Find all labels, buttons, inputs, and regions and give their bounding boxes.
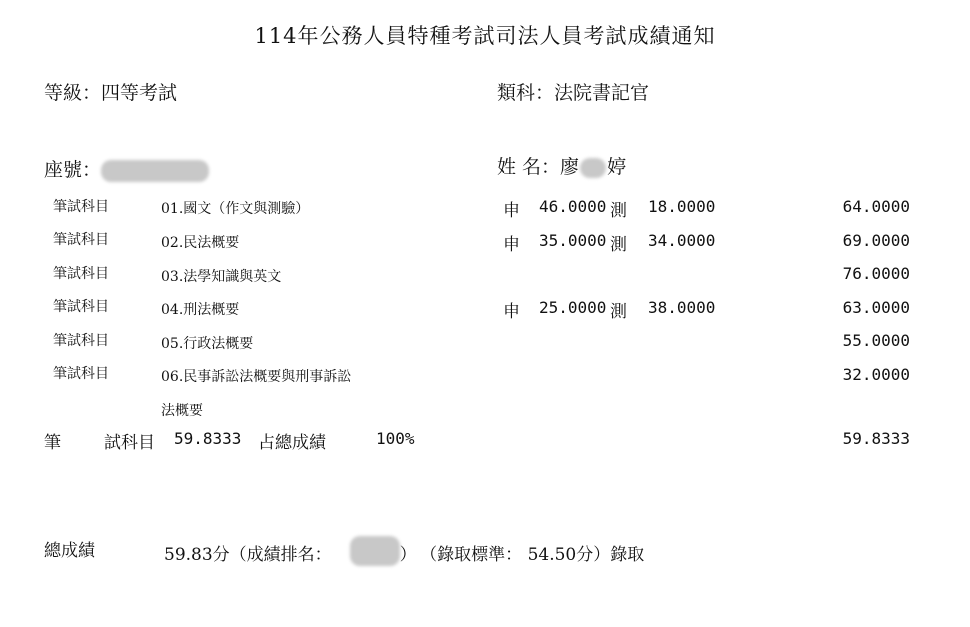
seat-number — [44, 155, 209, 182]
written-total-score: 59.8333 — [842, 429, 910, 448]
subject-score: 55.0000 — [842, 331, 910, 350]
subject-type: 筆試科目 — [53, 199, 109, 215]
subject-score: 69.0000 — [842, 231, 910, 250]
name-first: 廖 — [560, 156, 580, 178]
notice-title: 114年公務人員特種考試司法人員考試成績通知 — [254, 24, 716, 48]
total-score: 59.83分（成績排名： — [164, 545, 332, 565]
name-label: 姓 名： — [497, 156, 561, 178]
name-last: 婷 — [607, 156, 627, 178]
subject-type: 筆試科目 — [53, 232, 109, 248]
written-average: 59.8333 — [174, 429, 242, 448]
exam-category: 類科：法院書記官 — [497, 82, 650, 104]
total-label: 總成績 — [44, 541, 95, 561]
rank-redacted — [350, 536, 400, 566]
subject-name: 04.刑法概要 — [161, 302, 240, 318]
subject-name: 06.民事訴訟法概要與刑事訴訟 — [161, 369, 352, 385]
subject-score: 64.0000 — [842, 197, 910, 216]
subject-score: 32.0000 — [842, 365, 910, 384]
subject-type: 筆試科目 — [53, 299, 109, 315]
essay-mark: 申 — [503, 201, 520, 221]
subject-name: 01.國文（作文與測驗） — [161, 201, 310, 217]
subject-type: 筆試科目 — [53, 366, 109, 382]
essay-score: 46.0000 — [539, 197, 607, 216]
test-score: 18.0000 — [648, 197, 716, 216]
candidate-name — [497, 152, 626, 179]
total-score-line — [164, 536, 644, 566]
weight-label: 占總成績 — [258, 433, 326, 453]
seat-number-redacted — [101, 160, 209, 182]
essay-score: 35.0000 — [539, 231, 607, 250]
written-total-label-b: 試科目 — [104, 433, 155, 453]
subject-name: 02.民法概要 — [161, 235, 240, 251]
test-mark: 測 — [610, 201, 627, 221]
essay-mark: 申 — [503, 302, 520, 322]
subject-type: 筆試科目 — [53, 333, 109, 349]
subject-type: 筆試科目 — [53, 266, 109, 282]
essay-mark: 申 — [503, 235, 520, 255]
rank-close: ） — [399, 545, 417, 565]
test-score: 34.0000 — [648, 231, 716, 250]
subject-score: 76.0000 — [842, 264, 910, 283]
subject-name: 05.行政法概要 — [161, 336, 254, 352]
weight-percent: 100% — [376, 429, 415, 448]
test-score: 38.0000 — [648, 298, 716, 317]
test-mark: 測 — [610, 302, 627, 322]
subject-score: 63.0000 — [842, 298, 910, 317]
essay-score: 25.0000 — [539, 298, 607, 317]
admission-standard: （錄取標準： 54.50分）錄取 — [428, 545, 645, 565]
written-total-label-a: 筆 — [44, 433, 61, 453]
subject-name: 03.法學知識與英文 — [161, 269, 282, 285]
name-redacted — [580, 158, 606, 178]
subject-name-continued: 法概要 — [161, 403, 203, 419]
exam-level: 等級：四等考試 — [44, 82, 178, 104]
test-mark: 測 — [610, 235, 627, 255]
seat-number-label: 座號： — [44, 159, 102, 181]
